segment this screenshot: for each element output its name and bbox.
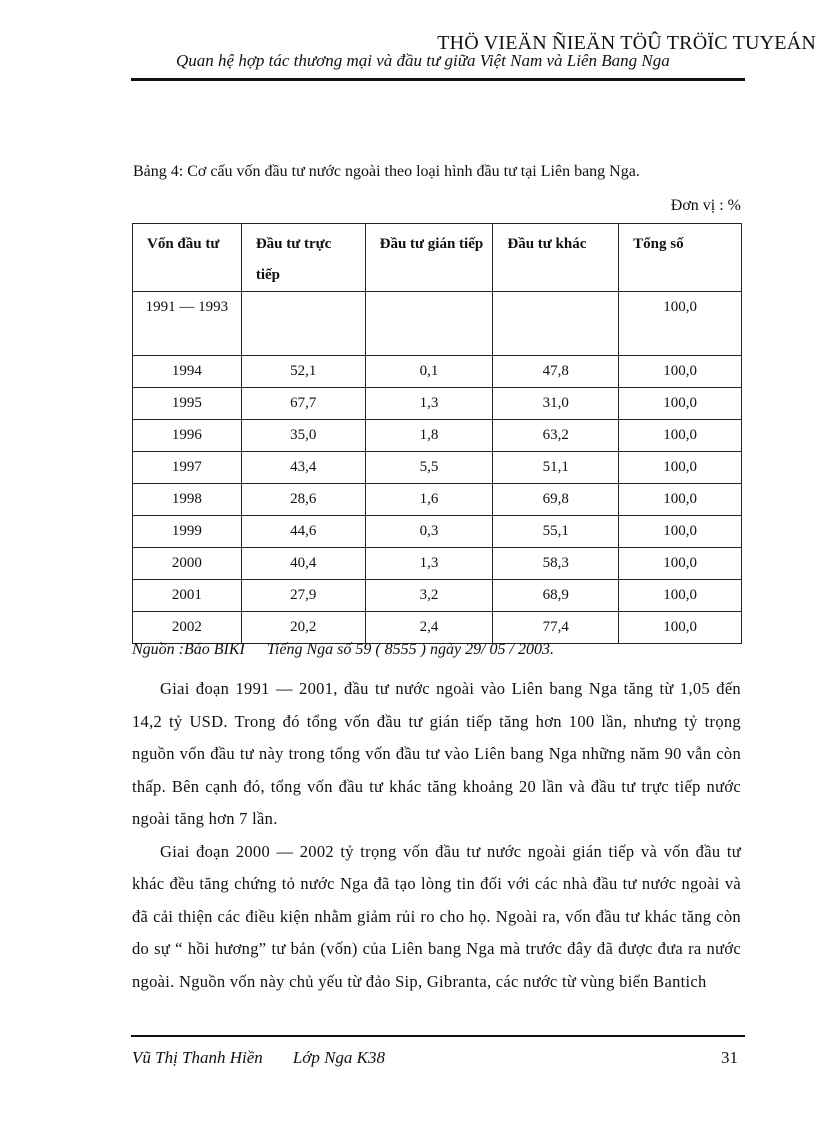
table-cell: 100,0 xyxy=(619,484,742,516)
footer-author: Vũ Thị Thanh Hiền xyxy=(132,1048,263,1067)
table-cell: 0,3 xyxy=(365,516,493,548)
table-cell: 43,4 xyxy=(241,452,365,484)
footer-credit xyxy=(132,1048,385,1068)
table-cell: 27,9 xyxy=(241,580,365,612)
table-row xyxy=(133,452,742,484)
table-cell: 67,7 xyxy=(241,388,365,420)
table-cell: 1,3 xyxy=(365,548,493,580)
column-header: Đầu tư gián tiếp xyxy=(365,224,493,292)
table-cell: 1,6 xyxy=(365,484,493,516)
source-detail: Tiếng Nga số 59 ( 8555 ) ngày 29/ 05 / 2003. xyxy=(266,641,554,658)
table-row xyxy=(133,420,742,452)
table-cell: 20,2 xyxy=(241,612,365,644)
table-cell: 1998 xyxy=(133,484,242,516)
table-cell: 47,8 xyxy=(493,356,619,388)
table-cell xyxy=(493,292,619,356)
table-cell: 3,2 xyxy=(365,580,493,612)
footer-rule xyxy=(131,1035,745,1037)
body-text xyxy=(132,673,741,998)
table-cell: 69,8 xyxy=(493,484,619,516)
table-source xyxy=(132,641,554,659)
table-cell: 100,0 xyxy=(619,580,742,612)
table-row xyxy=(133,484,742,516)
table-cell: 63,2 xyxy=(493,420,619,452)
table-cell: 100,0 xyxy=(619,356,742,388)
table-cell: 100,0 xyxy=(619,292,742,356)
table-cell: 1994 xyxy=(133,356,242,388)
table-cell: 52,1 xyxy=(241,356,365,388)
library-header: THÖ VIEÄN ÑIEÄN TÖÛ TRÖÏC TUYEÁN xyxy=(437,32,816,54)
table-cell: 1996 xyxy=(133,420,242,452)
column-header: Tổng số xyxy=(619,224,742,292)
table-row xyxy=(133,356,742,388)
table-cell: 31,0 xyxy=(493,388,619,420)
table-row xyxy=(133,292,742,356)
table-cell: 77,4 xyxy=(493,612,619,644)
table-cell: 100,0 xyxy=(619,612,742,644)
table-cell: 5,5 xyxy=(365,452,493,484)
table-cell: 100,0 xyxy=(619,516,742,548)
table-header-row xyxy=(133,224,742,292)
column-header: Đầu tư trực tiếp xyxy=(241,224,365,292)
table-row xyxy=(133,612,742,644)
table-cell: 100,0 xyxy=(619,420,742,452)
table-cell: 0,1 xyxy=(365,356,493,388)
table-row xyxy=(133,516,742,548)
paragraph: Giai đoạn 1991 — 2001, đầu tư nước ngoài vào Liên bang Nga tăng từ 1,05 đến 14,2 tỷ USD. Trong đó tổng vốn đầu tư gián tiếp tăng hơn 100 lần, nhưng tỷ trọng nguồn vốn đầu tư này trong tổng vốn đầu tư vào Liên bang Nga những năm 90 vẫn còn thấp. Bên cạnh đó, tổng vốn đầu tư khác tăng khoảng 20 lần và đầu tư trực tiếp nước ngoài tăng hơn 7 lần. xyxy=(132,679,741,828)
page-number: 31 xyxy=(721,1048,738,1067)
header-rule xyxy=(131,78,745,81)
investment-structure-table xyxy=(132,223,742,644)
table-caption: Bảng 4: Cơ cấu vốn đầu tư nước ngoài theo loại hình đầu tư tại Liên bang Nga. xyxy=(133,163,640,180)
table-cell: 55,1 xyxy=(493,516,619,548)
table-cell xyxy=(365,292,493,356)
table-row xyxy=(133,548,742,580)
source-label: Nguồn :Báo BIKI xyxy=(132,641,245,658)
table-row xyxy=(133,388,742,420)
table-cell: 44,6 xyxy=(241,516,365,548)
table-cell: 1995 xyxy=(133,388,242,420)
table-cell: 2002 xyxy=(133,612,242,644)
table-cell: 28,6 xyxy=(241,484,365,516)
paragraph: Giai đoạn 2000 — 2002 tỷ trọng vốn đầu tư nước ngoài gián tiếp và vốn đầu tư khác đều tăng chứng tỏ nước Nga đã tạo lòng tin đối với các nhà đầu tư nước ngoài và đã cải thiện các điều kiện nhằm giảm rủi ro cho họ. Ngoài ra, vốn đầu tư khác tăng còn do sự “ hồi hương” tư bản (vốn) của Liên bang Nga mà trước đây đã được đưa ra nước ngoài. Nguồn vốn này chủ yếu từ đảo Sip, Gibranta, các nước từ vùng biển Bantich xyxy=(132,841,741,991)
table-cell: 58,3 xyxy=(493,548,619,580)
table-cell: 35,0 xyxy=(241,420,365,452)
table-cell: 1991 — 1993 xyxy=(133,292,242,356)
table-cell: 2000 xyxy=(133,548,242,580)
table-cell: 2,4 xyxy=(365,612,493,644)
table-cell: 100,0 xyxy=(619,548,742,580)
running-title: Quan hệ hợp tác thương mại và đầu tư giữa Việt Nam và Liên Bang Nga xyxy=(176,51,670,70)
column-header: Vốn đầu tư xyxy=(133,224,242,292)
table-cell: 2001 xyxy=(133,580,242,612)
column-header: Đầu tư khác xyxy=(493,224,619,292)
table-cell: 40,4 xyxy=(241,548,365,580)
table-cell: 1999 xyxy=(133,516,242,548)
table-unit: Đơn vị : % xyxy=(670,197,741,214)
table-cell: 1997 xyxy=(133,452,242,484)
table-row xyxy=(133,580,742,612)
table-cell: 1,8 xyxy=(365,420,493,452)
footer-class: Lớp Nga K38 xyxy=(292,1048,386,1067)
table-cell: 1,3 xyxy=(365,388,493,420)
table-cell: 51,1 xyxy=(493,452,619,484)
table-cell: 100,0 xyxy=(619,452,742,484)
table-cell xyxy=(241,292,365,356)
table-cell: 100,0 xyxy=(619,388,742,420)
table-cell: 68,9 xyxy=(493,580,619,612)
